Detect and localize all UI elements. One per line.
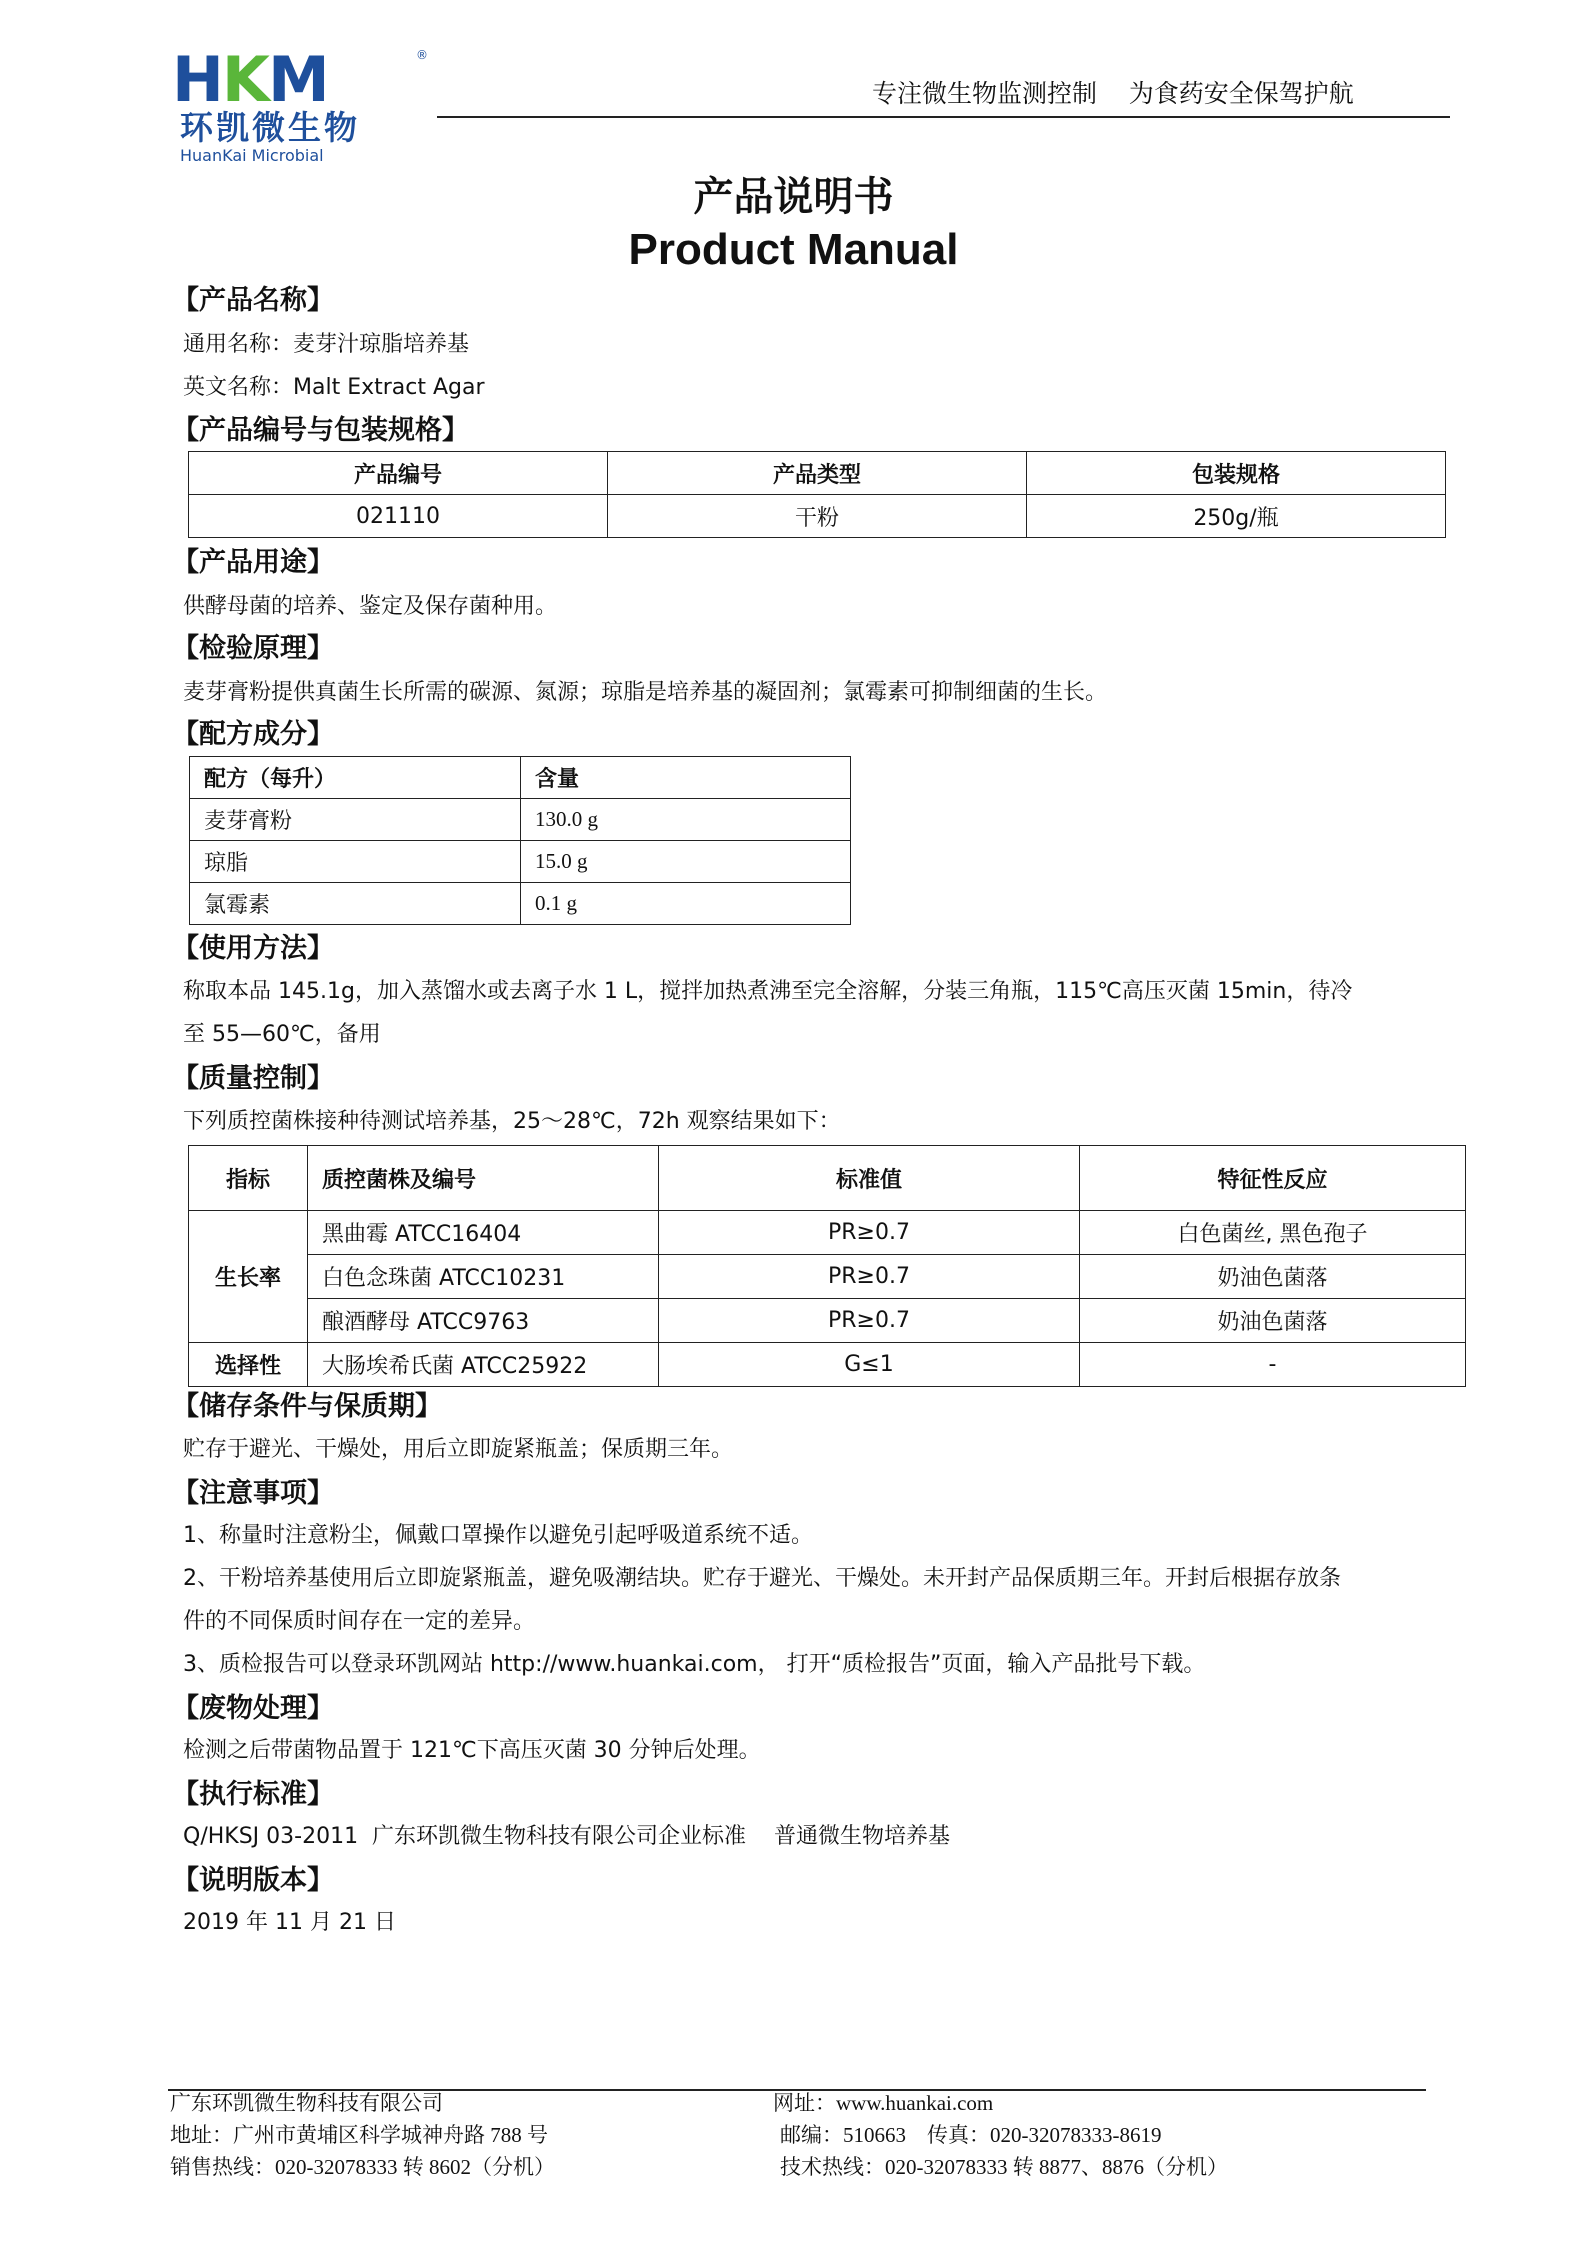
- indicator-selectivity: 选择性: [189, 1343, 308, 1387]
- characteristic-reaction: 奶油色菌落: [1080, 1255, 1466, 1299]
- table-header-row: [189, 452, 1446, 495]
- footer-postal-fax: 邮编：510663 传真：020-32078333-8619: [780, 2123, 1162, 2147]
- table-row: [190, 883, 851, 925]
- strain-name: 酿酒酵母 ATCC9763: [308, 1299, 659, 1343]
- table-header-cell: 指标: [189, 1146, 308, 1211]
- usage-text: 供酵母菌的培养、鉴定及保存菌种用。: [183, 594, 558, 619]
- note-item-3: 3、质检报告可以登录环凯网站 http://www.huankai.com， 打开“质检报告”页面，输入产品批号下载。: [183, 1652, 1206, 1677]
- characteristic-reaction: 白色菌丝, 黑色孢子: [1080, 1211, 1466, 1255]
- section-heading-principle: 【检验原理】: [172, 633, 334, 664]
- table-header-cell: 包装规格: [1027, 452, 1446, 495]
- disposal-text: 检测之后带菌物品置于 121℃下高压灭菌 30 分钟后处理。: [183, 1738, 761, 1763]
- registered-mark: ®: [416, 48, 428, 62]
- table-header-cell: 配方（每升）: [190, 757, 521, 799]
- section-heading-storage: 【储存条件与保质期】: [172, 1391, 442, 1422]
- table-row: [189, 1255, 1466, 1299]
- section-heading-notes: 【注意事项】: [172, 1478, 334, 1509]
- product-type: 干粉: [608, 495, 1027, 538]
- footer-address: 地址：广州市黄埔区科学城神舟路 788 号: [170, 2123, 548, 2147]
- company-logo: [172, 43, 437, 165]
- table-row: [189, 495, 1446, 538]
- strain-name: 大肠埃希氏菌 ATCC25922: [308, 1343, 659, 1387]
- ingredient-amount: 15.0 g: [521, 841, 851, 883]
- note-item-2-line1: 2、干粉培养基使用后立即旋紧瓶盖，避免吸潮结块。贮存于避光、干燥处。未开封产品保质期三年。开封后根据存放条: [183, 1566, 1342, 1591]
- table-header-cell: 特征性反应: [1080, 1146, 1466, 1211]
- characteristic-reaction: 奶油色菌落: [1080, 1299, 1466, 1343]
- section-heading-formula: 【配方成分】: [172, 719, 334, 750]
- ingredient-amount: 130.0 g: [521, 799, 851, 841]
- section-heading-product-name: 【产品名称】: [172, 285, 334, 316]
- method-text-line1: 称取本品 145.1g，加入蒸馏水或去离子水 1 L，搅拌加热煮沸至完全溶解，分装三角瓶，115℃高压灭菌 15min，待冷: [183, 979, 1353, 1004]
- principle-text: 麦芽膏粉提供真菌生长所需的碳源、氮源；琼脂是培养基的凝固剂；氯霉素可抑制细菌的生长。: [183, 680, 1108, 705]
- storage-text: 贮存于避光、干燥处，用后立即旋紧瓶盖；保质期三年。: [183, 1437, 734, 1462]
- english-name: 英文名称：Malt Extract Agar: [183, 375, 485, 400]
- characteristic-reaction: -: [1080, 1343, 1466, 1387]
- table-header-cell: 标准值: [659, 1146, 1080, 1211]
- table-row: [189, 1211, 1466, 1255]
- common-name: 通用名称：麦芽汁琼脂培养基: [183, 332, 470, 357]
- section-heading-method: 【使用方法】: [172, 933, 334, 964]
- logo-english-name: HuanKai Microbial: [180, 146, 324, 165]
- table-row: [190, 841, 851, 883]
- table-header-cell: 产品编号: [189, 452, 608, 495]
- table-row: [189, 1343, 1466, 1387]
- section-heading-qc: 【质量控制】: [172, 1063, 334, 1094]
- footer-website: 网址：www.huankai.com: [773, 2091, 994, 2115]
- ingredient-name: 琼脂: [190, 841, 521, 883]
- strain-name: 白色念珠菌 ATCC10231: [308, 1255, 659, 1299]
- table-header-cell: 产品类型: [608, 452, 1027, 495]
- standard-value: PR≥0.7: [659, 1299, 1080, 1343]
- header-slogan: 专注微生物监测控制 为食药安全保驾护航: [872, 79, 1354, 108]
- section-heading-disposal: 【废物处理】: [172, 1693, 334, 1724]
- qc-table: [188, 1145, 1466, 1387]
- standard-value: PR≥0.7: [659, 1211, 1080, 1255]
- table-row: [190, 799, 851, 841]
- ingredient-name: 氯霉素: [190, 883, 521, 925]
- standard-value: PR≥0.7: [659, 1255, 1080, 1299]
- page-title-en: Product Manual: [628, 225, 959, 274]
- footer-tech-hotline: 技术热线：020-32078333 转 8877、8876（分机）: [780, 2155, 1228, 2179]
- standard-text: Q/HKSJ 03-2011 广东环凯微生物科技有限公司企业标准 普通微生物培养基: [183, 1824, 951, 1849]
- standard-value: G≤1: [659, 1343, 1080, 1387]
- table-header-row: [190, 757, 851, 799]
- note-item-1: 1、称量时注意粉尘，佩戴口罩操作以避免引起呼吸道系统不适。: [183, 1523, 813, 1548]
- ingredient-amount: 0.1 g: [521, 883, 851, 925]
- footer-sales-hotline: 销售热线：020-32078333 转 8602（分机）: [170, 2155, 555, 2179]
- footer-company: 广东环凯微生物科技有限公司: [170, 2091, 443, 2115]
- ingredient-name: 麦芽膏粉: [190, 799, 521, 841]
- table-header-cell: 质控菌株及编号: [308, 1146, 659, 1211]
- strain-name: 黑曲霉 ATCC16404: [308, 1211, 659, 1255]
- table-header-row: [189, 1146, 1466, 1211]
- method-text-line2: 至 55—60℃，备用: [183, 1022, 381, 1047]
- header-divider: [437, 116, 1450, 118]
- formula-table: [189, 756, 851, 925]
- logo-chinese-name: 环凯微生物: [180, 108, 360, 147]
- table-header-cell: 含量: [521, 757, 851, 799]
- logo-mark: HKM: [172, 43, 328, 116]
- page-title-cn: 产品说明书: [693, 174, 894, 220]
- qc-intro: 下列质控菌株接种待测试培养基，25～28℃，72h 观察结果如下：: [183, 1109, 841, 1134]
- section-heading-standard: 【执行标准】: [172, 1779, 334, 1810]
- section-heading-packaging: 【产品编号与包装规格】: [172, 415, 469, 446]
- packaging-table: [188, 451, 1446, 538]
- note-item-2-line2: 件的不同保质时间存在一定的差异。: [183, 1609, 536, 1634]
- indicator-growth: 生长率: [189, 1211, 308, 1343]
- package-spec: 250g/瓶: [1027, 495, 1446, 538]
- version-date: 2019 年 11 月 21 日: [183, 1910, 396, 1935]
- section-heading-usage: 【产品用途】: [172, 547, 334, 578]
- product-code: 021110: [189, 495, 608, 538]
- table-row: [189, 1299, 1466, 1343]
- section-heading-version: 【说明版本】: [172, 1865, 334, 1896]
